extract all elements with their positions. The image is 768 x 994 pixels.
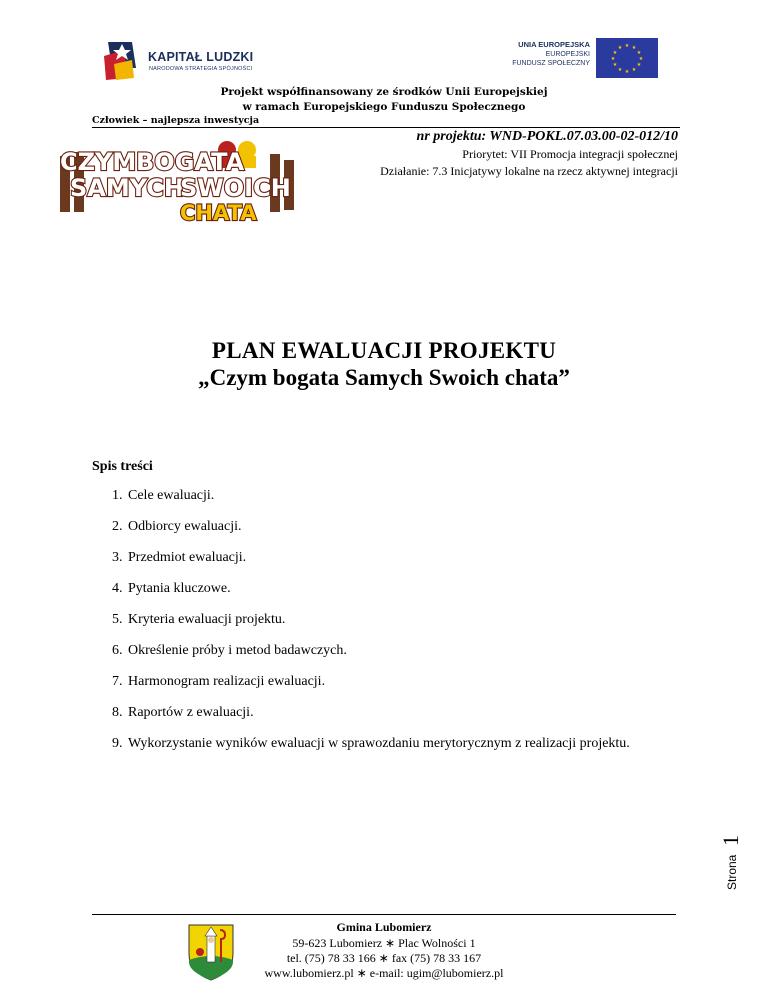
project-number: nr projektu: WND-POKL.07.03.00-02-012/10 [416, 129, 678, 144]
page-number: 1 [718, 835, 743, 846]
eu-flag-icon [596, 38, 658, 78]
toc-item-number: 7. [112, 674, 123, 689]
footer-divider [92, 914, 676, 915]
toc-item-text: Harmonogram realizacji ewaluacji. [128, 674, 326, 689]
priority-text: Priorytet: VII Promocja integracji społecznej [462, 147, 678, 161]
toc-item-number: 9. [112, 736, 123, 751]
eu-line-1: UNIA EUROPEJSKA [518, 40, 590, 49]
logo-word-bogata: BOGATA [136, 148, 245, 176]
toc-item [92, 612, 652, 628]
svg-text:★: ★ [631, 45, 637, 51]
page-number-label [720, 812, 742, 902]
motto: Człowiek – najlepsza inwestycja [92, 115, 260, 126]
svg-text:★: ★ [617, 67, 623, 73]
svg-text:★: ★ [610, 56, 616, 62]
footer-address: 59-623 Lubomierz ∗ Plac Wolności 1 [292, 936, 476, 950]
footer-web: www.lubomierz.pl ∗ e-mail: ugim@lubomierz.pl [264, 966, 504, 980]
toc-item-number: 3. [112, 550, 123, 565]
toc-item-text: Odbiorcy ewaluacji. [128, 519, 242, 534]
page-label: Strona [725, 854, 739, 890]
toc-item [92, 488, 652, 504]
svg-text:★: ★ [612, 62, 618, 68]
logo-word-czym: CZYM [60, 148, 137, 176]
logo-word-swoich: SWOICH [180, 174, 291, 202]
svg-text:★: ★ [624, 43, 630, 49]
toc-item-number: 4. [112, 581, 123, 596]
toc-item-text: Raportów z ewaluacji. [128, 705, 254, 720]
toc-item [92, 736, 652, 752]
cofinance-line-2: w ramach Europejskiego Funduszu Społecznego [242, 101, 526, 113]
svg-text:★: ★ [624, 69, 630, 75]
svg-text:★: ★ [617, 45, 623, 51]
toc-item-number: 5. [112, 612, 123, 627]
toc-item [92, 643, 652, 659]
logo-word-samych: SAMYCH [70, 174, 184, 202]
czym-bogata-logo [56, 138, 300, 224]
toc-item-text: Cele ewaluacji. [128, 488, 215, 503]
action-text: Działanie: 7.3 Inicjatywy lokalne na rzecz aktywnej integracji [380, 164, 678, 178]
kapital-ludzki-name: KAPITAŁ LUDZKI [148, 50, 254, 64]
toc-item [92, 550, 652, 566]
footer-organization: Gmina Lubomierz [336, 920, 432, 934]
eu-line-3: FUNDUSZ SPOŁECZNY [512, 60, 590, 67]
toc-item-text: Przedmiot ewaluacji. [128, 550, 247, 565]
svg-text:★: ★ [612, 50, 618, 56]
toc-item-text: Kryteria ewaluacji projektu. [128, 612, 286, 627]
toc-item-number: 1. [112, 488, 123, 503]
svg-text:★: ★ [636, 50, 642, 56]
eu-logo-text [496, 40, 590, 68]
cofinance-line-1: Projekt współfinansowany ze środków Unii Europejskiej [220, 86, 548, 98]
svg-text:★: ★ [631, 67, 637, 73]
document-subtitle: „Czym bogata Samych Swoich chata” [198, 365, 570, 390]
eu-line-2: EUROPEJSKI [545, 51, 590, 58]
header-divider [92, 127, 680, 128]
svg-text:★: ★ [638, 56, 644, 62]
table-of-contents [92, 488, 652, 767]
toc-item-text: Określenie próby i metod badawczych. [128, 643, 347, 658]
toc-item [92, 581, 652, 597]
document-title: PLAN EWALUACJI PROJEKTU [211, 338, 557, 363]
toc-heading: Spis treści [92, 459, 153, 474]
svg-text:★: ★ [636, 62, 642, 68]
toc-item-text: Wykorzystanie wyników ewaluacji w sprawozdaniu merytorycznym z realizacji projektu. [128, 736, 630, 751]
toc-item [92, 674, 652, 690]
toc-item-number: 6. [112, 643, 123, 658]
toc-item [92, 519, 652, 535]
toc-item-number: 8. [112, 705, 123, 720]
toc-item-text: Pytania kluczowe. [128, 581, 231, 596]
toc-item [92, 705, 652, 721]
footer-phone: tel. (75) 78 33 166 ∗ fax (75) 78 33 167 [286, 951, 482, 965]
toc-item-number: 2. [112, 519, 123, 534]
kapital-ludzki-subtitle: NARODOWA STRATEGIA SPÓJNOŚCI [149, 66, 253, 72]
logo-word-chata: CHATA [180, 201, 257, 225]
